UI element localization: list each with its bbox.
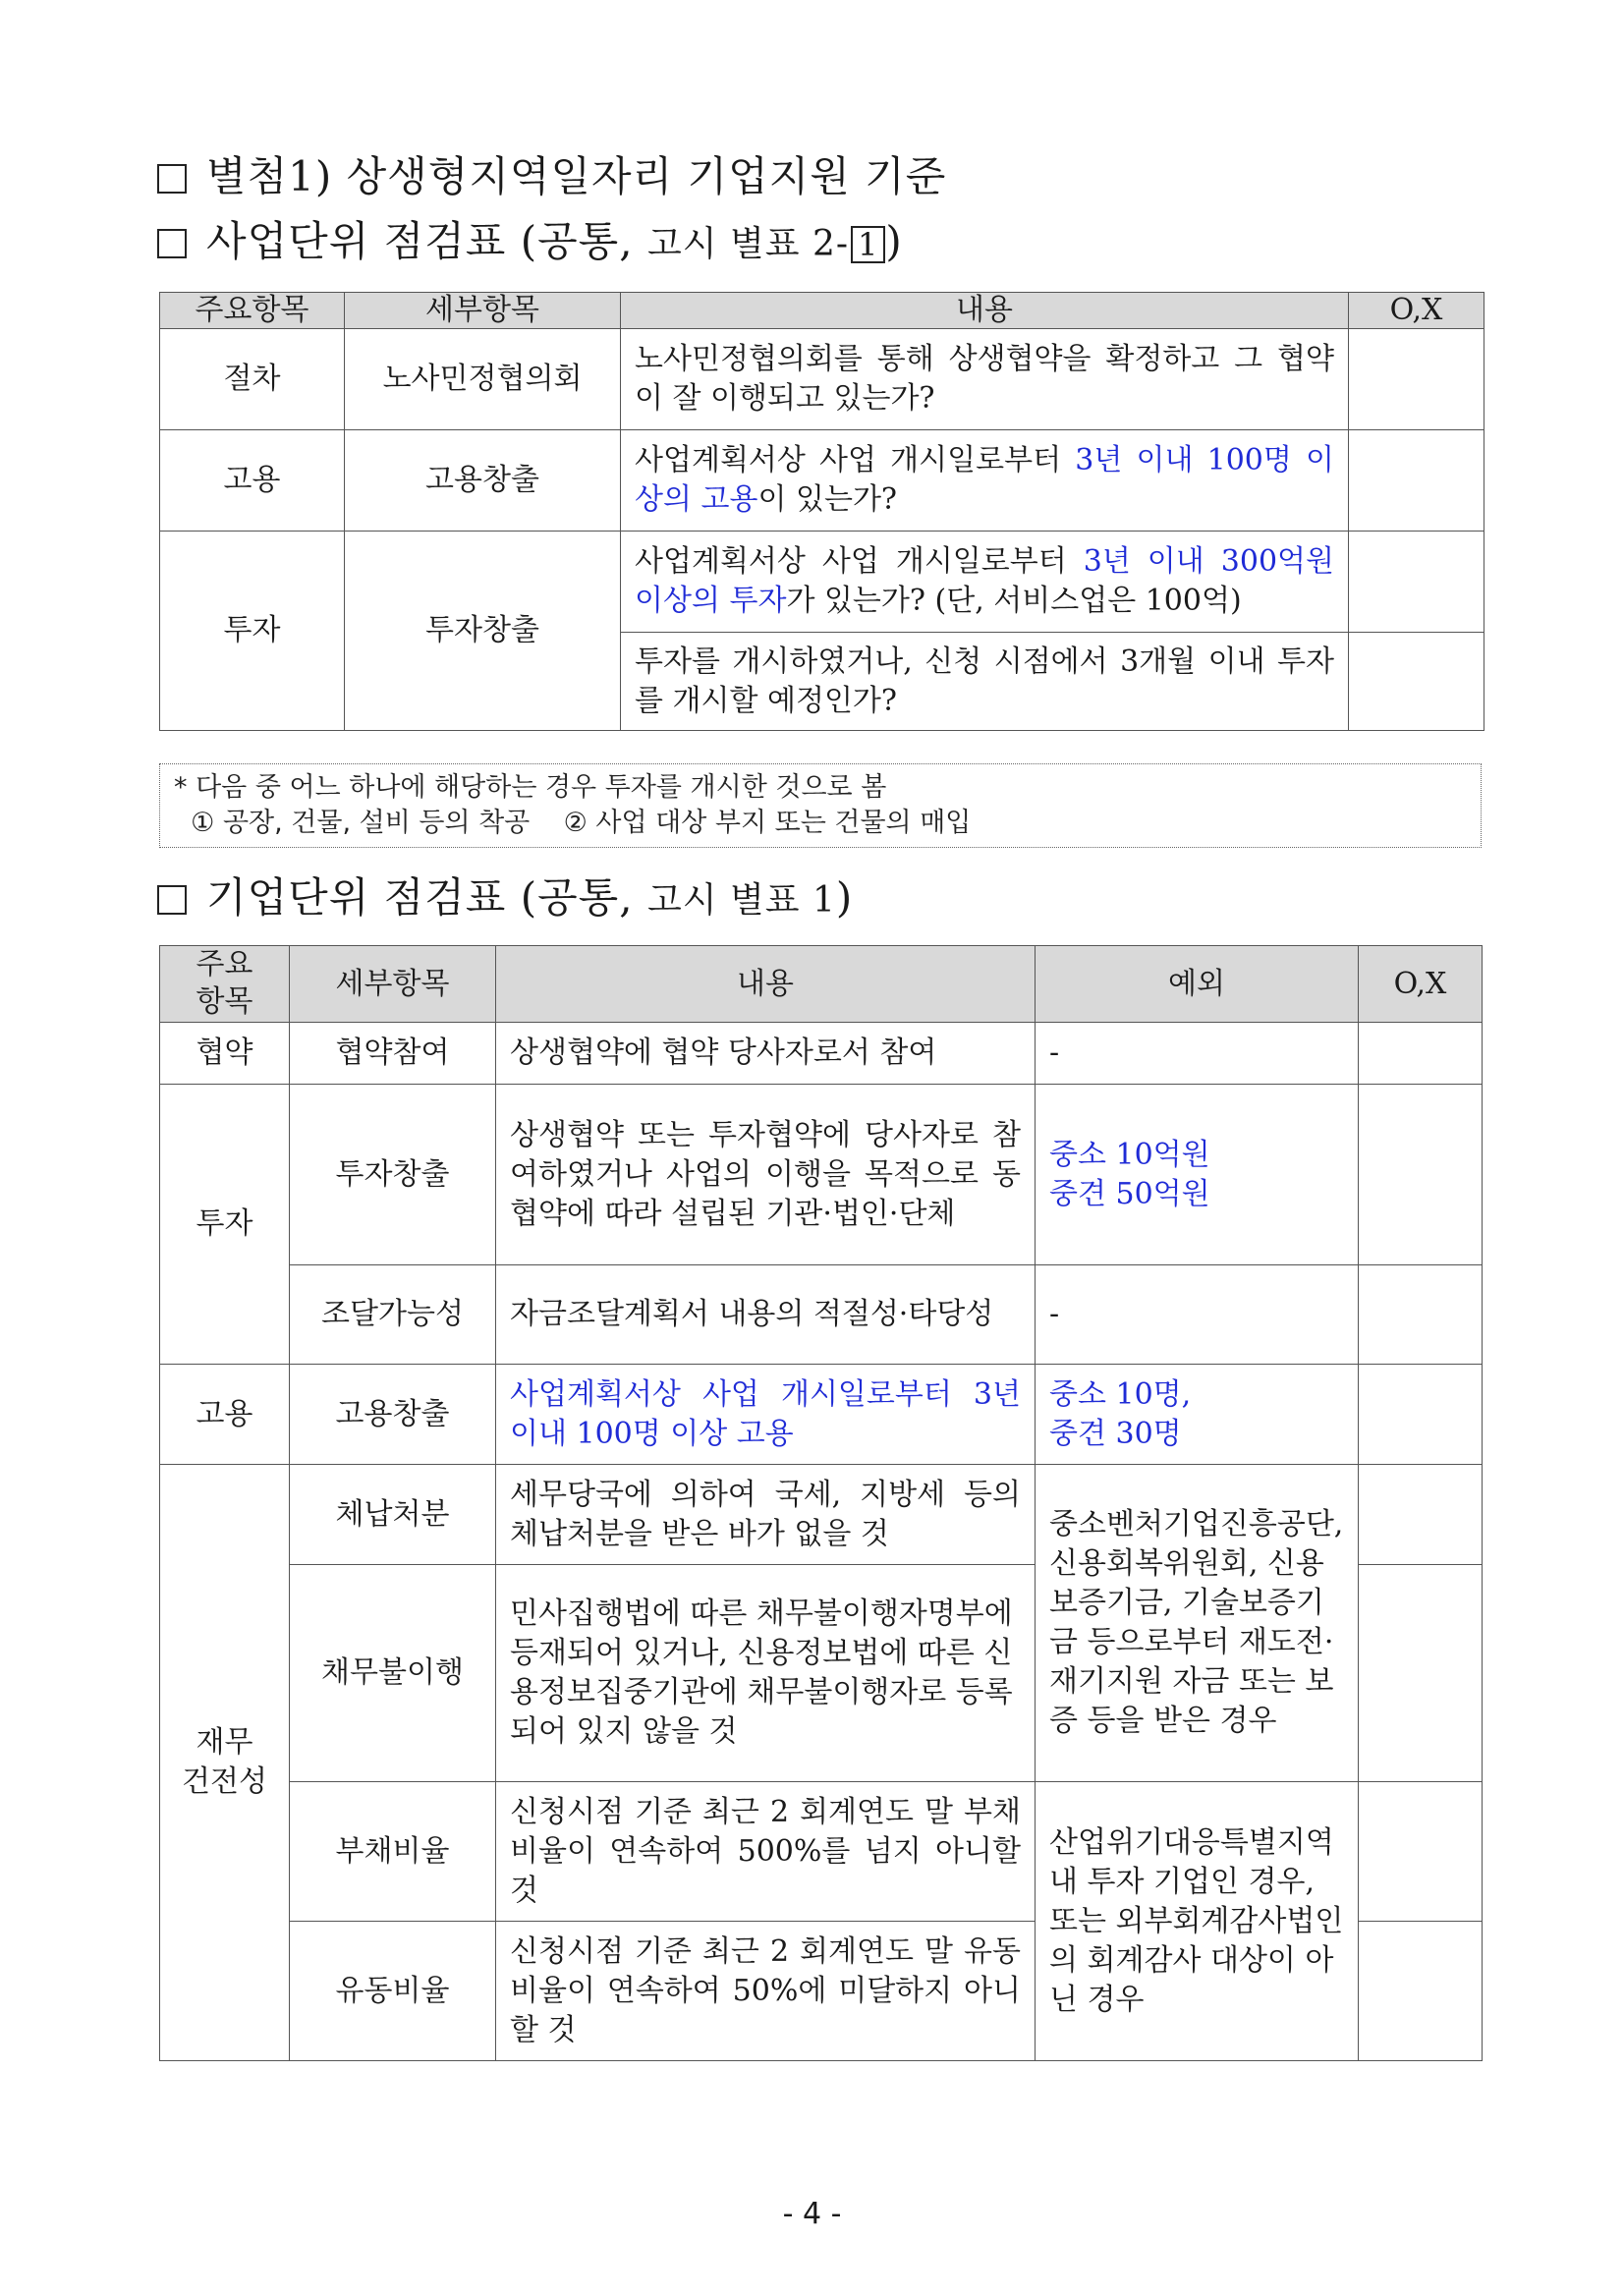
ox-cell[interactable] [1359,1465,1483,1565]
table-row [160,1265,1483,1365]
page-number: - 4 - [782,2197,842,2231]
ox-cell[interactable] [1359,1365,1483,1465]
exception-cell: - [1036,1265,1359,1365]
main-item-cell: 절차 [160,329,345,430]
content-cell: 사업계획서상 사업 개시일로부터 3년 이내 300억원 이상의 투자가 있는가? (단, 서비스업은 100억) [621,532,1349,633]
boxed-number: 1 [851,226,885,263]
main-item-cell: 협약 [160,1023,290,1085]
table-row [160,430,1484,532]
table-row [160,1023,1483,1085]
content-cell: 신청시점 기준 최근 2 회계연도 말 유동비율이 연속하여 50%에 미달하지 아니할 것 [496,1922,1036,2061]
highlighted-requirement: 3년 이내 300억원 이상의 투자 [635,544,1334,618]
header-ox: O,X [1349,293,1484,329]
exception-cell: 중소 10명, 중견 30명 [1036,1365,1359,1465]
highlighted-requirement: 3년 이내 100명 이상의 고용 [635,443,1334,517]
heading-project-checklist: 사업단위 점검표 (공통, 고시 별표 2- 1 ) [157,214,903,272]
company-checklist-table [159,945,1483,2061]
sub-item-cell: 유동비율 [290,1922,496,2061]
ox-cell[interactable] [1359,1565,1483,1782]
header-content: 내용 [496,946,1036,1023]
content-cell: 신청시점 기준 최근 2 회계연도 말 부채비율이 연속하여 500%를 넘지 아니할 것 [496,1782,1036,1922]
ox-cell[interactable] [1349,430,1484,532]
ox-cell[interactable] [1359,1023,1483,1085]
header-main-item: 주요항목 [160,946,290,1023]
table-row [160,1085,1483,1265]
header-sub-item: 세부항목 [345,293,621,329]
sub-item-cell: 노사민정협의회 [345,329,621,430]
main-item-cell: 고용 [160,430,345,532]
sub-item-cell: 협약참여 [290,1023,496,1085]
header-sub-item: 세부항목 [290,946,496,1023]
sub-item-cell: 고용창출 [290,1365,496,1465]
ox-cell[interactable] [1349,329,1484,430]
table-header-row [160,946,1483,1023]
exception-cell: - [1036,1023,1359,1085]
note-line: * 다음 중 어느 하나에 해당하는 경우 투자를 개시한 것으로 봄 [174,772,887,803]
main-item-cell: 고용 [160,1365,290,1465]
main-item-cell: 재무 건전성 [160,1465,290,2061]
checkbox-icon [157,164,187,194]
sub-item-cell: 고용창출 [345,430,621,532]
table-row [160,1365,1483,1465]
exception-cell: 중소 10억원 중견 50억원 [1036,1085,1359,1265]
content-cell: 사업계획서상 사업 개시일로부터 3년 이내 100명 이상의 고용이 있는가? [621,430,1349,532]
ox-cell[interactable] [1359,1922,1483,2061]
sub-item-cell: 투자창출 [290,1085,496,1265]
sub-item-cell: 부채비율 [290,1782,496,1922]
header-content: 내용 [621,293,1349,329]
checkbox-icon [157,885,187,915]
sub-item-cell: 채무불이행 [290,1565,496,1782]
sub-item-cell: 투자창출 [345,532,621,731]
exception-cell: 산업위기대응특별지역 내 투자 기업인 경우, 또는 외부회계감사법인의 회계감사 대상이 아닌 경우 [1036,1782,1359,2061]
header-main-item: 주요항목 [160,293,345,329]
content-cell: 민사집행법에 따른 채무불이행자명부에 등재되어 있거나, 신용정보법에 따른 신용정보집중기관에 채무불이행자로 등록되어 있지 않을 것 [496,1565,1036,1782]
table-row [160,1782,1483,1922]
exception-cell: 중소벤처기업진흥공단, 신용회복위원회, 신용보증기금, 기술보증기금 등으로부터 재도전·재기지원 자금 또는 보증 등을 받은 경우 [1036,1465,1359,1782]
header-exception: 예외 [1036,946,1359,1023]
sub-item-cell: 조달가능성 [290,1265,496,1365]
content-cell: 상생협약 또는 투자협약에 당사자로 참여하였거나 사업의 이행을 목적으로 동 협약에 따라 설립된 기관·법인·단체 [496,1085,1036,1265]
note-line: ① 공장, 건물, 설비 등의 착공 ② 사업 대상 부지 또는 건물의 매입 [174,808,972,838]
ox-cell[interactable] [1359,1782,1483,1922]
content-cell: 상생협약에 협약 당사자로서 참여 [496,1023,1036,1085]
footnote-box [159,763,1482,848]
checkbox-icon [157,229,187,258]
heading-annex: 별첨1) 상생형지역일자리 기업지원 기준 [157,149,946,204]
content-cell: 자금조달계획서 내용의 적절성·타당성 [496,1265,1036,1365]
ox-cell[interactable] [1349,633,1484,731]
table-header-row [160,293,1484,329]
content-cell: 노사민정협의회를 통해 상생협약을 확정하고 그 협약이 잘 이행되고 있는가? [621,329,1349,430]
content-cell: 투자를 개시하였거나, 신청 시점에서 3개월 이내 투자를 개시할 예정인가? [621,633,1349,731]
ox-cell[interactable] [1349,532,1484,633]
ox-cell[interactable] [1359,1265,1483,1365]
table-row [160,532,1484,633]
content-cell: 사업계획서상 사업 개시일로부터 3년 이내 100명 이상 고용 [496,1365,1036,1465]
table-row [160,329,1484,430]
sub-item-cell: 체납처분 [290,1465,496,1565]
content-cell: 세무당국에 의하여 국세, 지방세 등의 체납처분을 받은 바가 없을 것 [496,1465,1036,1565]
header-ox: O,X [1359,946,1483,1023]
main-item-cell: 투자 [160,532,345,731]
project-checklist-table [159,292,1484,731]
ox-cell[interactable] [1359,1085,1483,1265]
main-item-cell: 투자 [160,1085,290,1365]
heading-company-checklist: 기업단위 점검표 (공통, 고시 별표 1) [157,870,853,928]
table-row [160,1465,1483,1565]
